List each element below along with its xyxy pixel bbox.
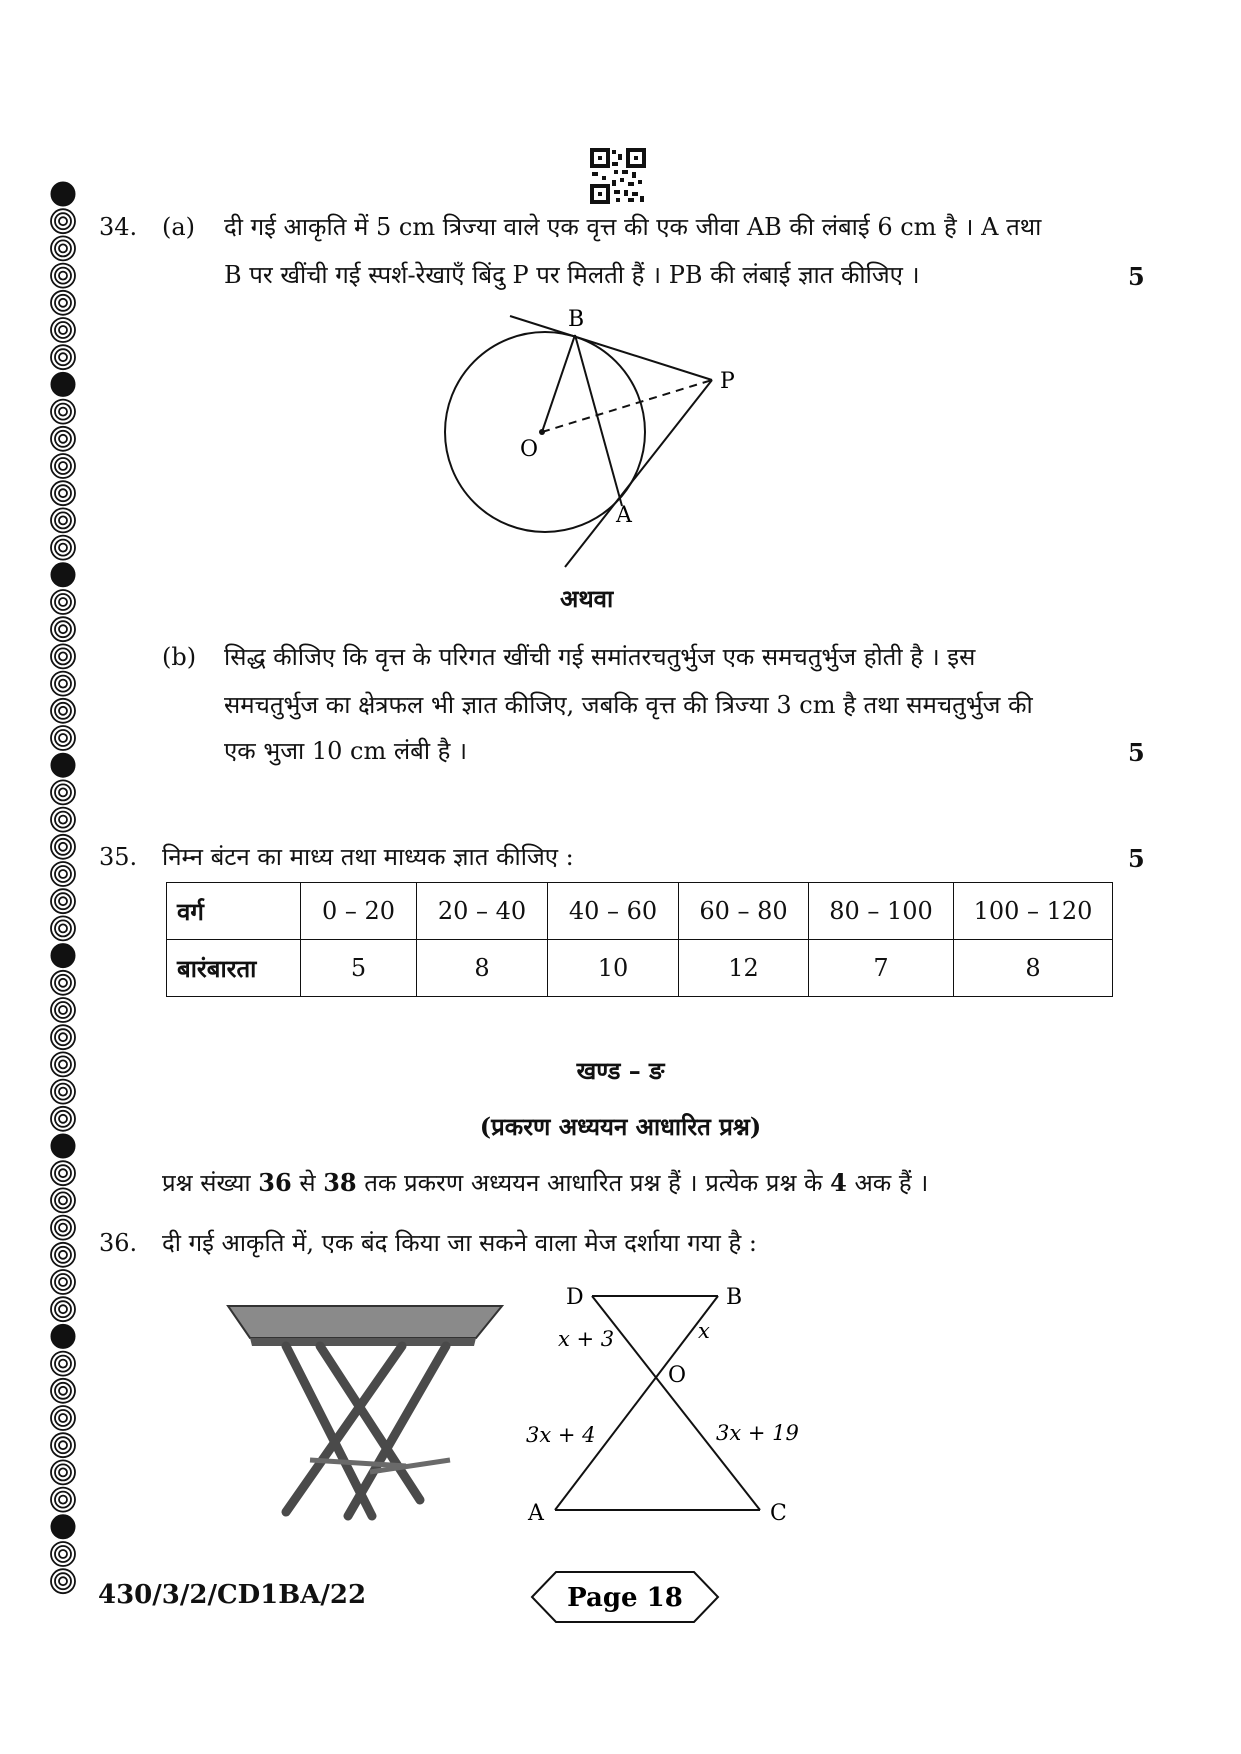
section-title: खण्ड – ङ [576, 1056, 665, 1085]
rail-ring [55, 1573, 71, 1589]
rail-ring [55, 322, 71, 338]
table-cell: 8 [954, 940, 1113, 997]
table-cell: 12 [679, 940, 809, 997]
table-cell: 40 – 60 [548, 883, 679, 940]
rail-ring [59, 1006, 67, 1014]
rail-ring [55, 784, 71, 800]
rail-ring [59, 625, 67, 633]
q34b-line1: सिद्ध कीजिए कि वृत्त के परिगत खींची गई समांतरचतुर्भुज एक समचतुर्भुज होती है । इस [224, 643, 976, 671]
fig2-segment-bo: x [698, 1319, 710, 1343]
rail-ring [55, 839, 71, 855]
rail-ring [59, 516, 67, 524]
rail-ring [59, 924, 67, 932]
rail-ring [55, 1383, 71, 1399]
fig2-label-o: O [668, 1363, 687, 1388]
q34a-marks: 5 [1128, 262, 1145, 291]
rail-dot [51, 563, 75, 587]
rail-ring [59, 435, 67, 443]
rail-ring [55, 920, 71, 936]
rail-ring [59, 1550, 67, 1558]
fig2-label-d: D [566, 1285, 584, 1310]
rail-ring [55, 213, 71, 229]
rail-ring [59, 1224, 67, 1232]
rail-ring [59, 1496, 67, 1504]
rail-ring [59, 353, 67, 361]
table-row [167, 883, 1113, 940]
frequency-table [166, 882, 1113, 997]
fig1-label-a: A [616, 503, 632, 528]
rail-ring [59, 843, 67, 851]
rail-dot [51, 1515, 75, 1539]
rail-ring [55, 975, 71, 991]
rail-dot [51, 944, 75, 968]
rail-ring [59, 1577, 67, 1585]
fig2-segment-co: 3x + 19 [716, 1421, 799, 1445]
table-cell: 80 – 100 [809, 883, 954, 940]
rail-ring [59, 217, 67, 225]
rail-ring [55, 812, 71, 828]
rail-ring [55, 1165, 71, 1181]
rail-ring [55, 431, 71, 447]
rail-ring [59, 788, 67, 796]
table-head-class: वर्ग [167, 883, 301, 940]
table-cell: 0 – 20 [301, 883, 417, 940]
rail-ring [55, 268, 71, 284]
q34-number: 34. [99, 213, 138, 241]
table-cell: 10 [548, 940, 679, 997]
page-number-badge [530, 1570, 720, 1624]
rail-ring [59, 272, 67, 280]
rail-ring [55, 1220, 71, 1236]
circle-tangent-figure [420, 300, 760, 580]
rail-dot [51, 372, 75, 396]
q35-number: 35. [99, 843, 138, 871]
section-instruction [162, 1168, 928, 1198]
rail-ring [55, 512, 71, 528]
table-cell: 8 [417, 940, 548, 997]
rail-ring [59, 1251, 67, 1259]
rail-ring [59, 1033, 67, 1041]
table-cell: 20 – 40 [417, 883, 548, 940]
rail-ring [59, 816, 67, 824]
instruction-text: अक हैं । [846, 1169, 929, 1197]
table-head-frequency: बारंबारता [167, 940, 301, 997]
instruction-text: से [291, 1169, 324, 1197]
crossed-triangles-figure [520, 1280, 820, 1530]
rail-ring [59, 598, 67, 606]
fig1-label-b: B [568, 307, 585, 332]
fig2-segment-do: x + 3 [558, 1327, 615, 1351]
rail-ring [59, 734, 67, 742]
rail-ring [55, 866, 71, 882]
table-cell: 100 – 120 [954, 883, 1113, 940]
rail-ring [55, 240, 71, 256]
q34a-line2: B पर खींची गई स्पर्श-रेखाएँ बिंदु P पर मिलती हैं । PB की लंबाई ज्ञात कीजिए । [224, 261, 920, 289]
rail-ring [55, 1492, 71, 1508]
margin-rail-pattern [48, 180, 78, 1600]
rail-ring [55, 594, 71, 610]
table-cell: 60 – 80 [679, 883, 809, 940]
rail-ring [55, 648, 71, 664]
rail-ring [55, 730, 71, 746]
rail-ring [59, 1387, 67, 1395]
rail-ring [59, 489, 67, 497]
q34b-line2: समचतुर्भुज का क्षेत्रफल भी ज्ञात कीजिए, जबकि वृत्त की त्रिज्या 3 cm है तथा समचतुर्भुज की [224, 691, 1033, 719]
rail-ring [55, 1410, 71, 1426]
rail-ring [55, 1546, 71, 1562]
rail-ring [55, 1301, 71, 1317]
rail-ring [59, 1088, 67, 1096]
rail-ring [55, 1084, 71, 1100]
rail-ring [59, 408, 67, 416]
folding-table-image [220, 1290, 510, 1530]
instruction-text: प्रश्न संख्या [162, 1169, 259, 1197]
rail-ring [55, 1356, 71, 1372]
fig2-label-c: C [770, 1501, 787, 1526]
table-row [167, 940, 1113, 997]
instruction-text: तक प्रकरण अध्ययन आधारित प्रश्न हैं । प्रत्येक प्रश्न के [356, 1169, 831, 1197]
or-label: अथवा [560, 584, 614, 613]
rail-ring [55, 703, 71, 719]
instruction-number: 38 [323, 1168, 357, 1197]
rail-ring [55, 1437, 71, 1453]
fig2-label-a: A [528, 1501, 544, 1526]
rail-dot [51, 182, 75, 206]
q34a-line1: दी गई आकृति में 5 cm त्रिज्या वाले एक वृत्त की एक जीवा AB की लंबाई 6 cm है । A तथा [224, 213, 1042, 241]
rail-dot [51, 753, 75, 777]
rail-ring [59, 1360, 67, 1368]
rail-ring [55, 1002, 71, 1018]
rail-ring [59, 1305, 67, 1313]
rail-ring [59, 897, 67, 905]
q36-text: दी गई आकृति में, एक बंद किया जा सकने वाला मेज दर्शाया गया है : [162, 1229, 757, 1257]
rail-ring [55, 540, 71, 556]
rail-ring [55, 349, 71, 365]
rail-ring [59, 1278, 67, 1286]
rail-ring [59, 1169, 67, 1177]
rail-ring [55, 458, 71, 474]
q35-marks: 5 [1128, 844, 1145, 873]
rail-ring [59, 870, 67, 878]
rail-ring [55, 404, 71, 420]
rail-ring [59, 544, 67, 552]
fig1-label-o: O [520, 437, 539, 462]
qr-code [590, 148, 646, 204]
rail-ring [55, 1274, 71, 1290]
rail-ring [55, 485, 71, 501]
rail-ring [55, 1247, 71, 1263]
fig2-segment-ao: 3x + 4 [526, 1423, 596, 1447]
rail-ring [55, 676, 71, 692]
fig1-label-p: P [720, 369, 735, 394]
rail-ring [59, 1414, 67, 1422]
rail-ring [59, 462, 67, 470]
q34b-label: (b) [162, 643, 197, 671]
q34a-label: (a) [162, 213, 196, 241]
rail-ring [59, 1196, 67, 1204]
table-cell: 7 [809, 940, 954, 997]
table-cell: 5 [301, 940, 417, 997]
rail-ring [55, 1029, 71, 1045]
rail-ring [55, 1192, 71, 1208]
q34b-line3: एक भुजा 10 cm लंबी है । [224, 737, 468, 765]
rail-ring [59, 1468, 67, 1476]
instruction-number: 4 [830, 1168, 847, 1197]
page-number: Page 18 [567, 1583, 683, 1613]
rail-ring [55, 295, 71, 311]
q35-text: निम्न बंटन का माध्य तथा माध्यक ज्ञात कीजिए : [162, 843, 574, 871]
section-subtitle: (प्रकरण अध्ययन आधारित प्रश्न) [479, 1112, 762, 1141]
rail-ring [59, 299, 67, 307]
q34b-marks: 5 [1128, 738, 1145, 767]
rail-ring [59, 979, 67, 987]
rail-ring [59, 652, 67, 660]
rail-ring [59, 707, 67, 715]
rail-ring [59, 1441, 67, 1449]
rail-ring [59, 326, 67, 334]
rail-ring [59, 680, 67, 688]
rail-ring [55, 621, 71, 637]
paper-code: 430/3/2/CD1BA/22 [98, 1580, 367, 1610]
rail-dot [51, 1324, 75, 1348]
instruction-number: 36 [258, 1168, 292, 1197]
fig2-label-b: B [726, 1285, 743, 1310]
q36-number: 36. [99, 1229, 138, 1257]
rail-ring [59, 244, 67, 252]
rail-ring [55, 893, 71, 909]
rail-ring [55, 1464, 71, 1480]
